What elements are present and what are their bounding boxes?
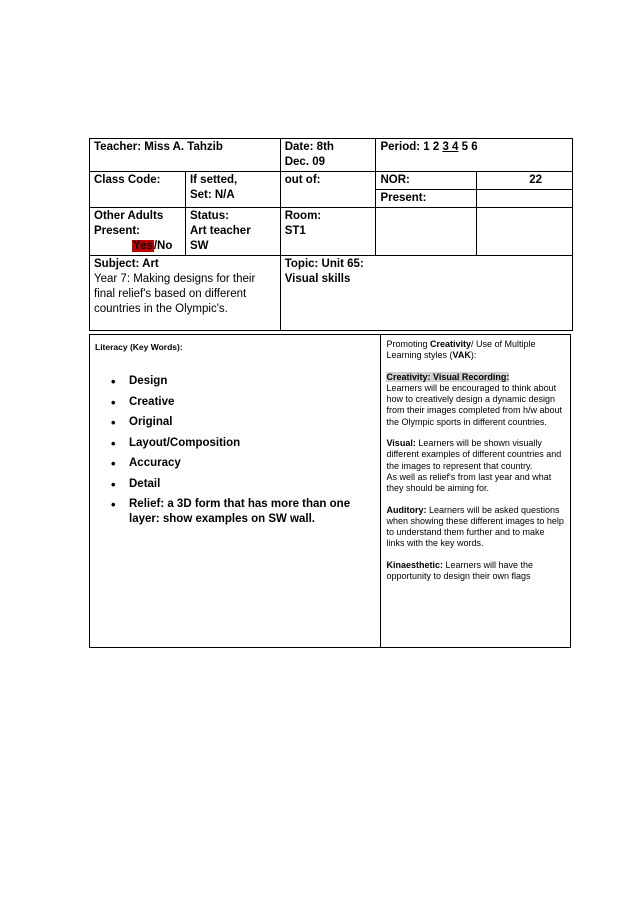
date-cell: Date: 8th Dec. 09 (280, 139, 376, 172)
yes-highlight: Yes (133, 240, 153, 252)
room-cell: Room: ST1 (280, 208, 376, 256)
topic-cell: Topic: Unit 65: Visual skills (280, 256, 572, 331)
status-cell: Status: Art teacher SW (185, 208, 280, 256)
present-value-cell (477, 190, 573, 208)
keyword-item: • Relief: a 3D form that has more than one layer: show examples on SW wall. (111, 497, 375, 527)
promoting-intro: Promoting Creativity/ Use of Multiple Learning styles (VAK): (386, 339, 536, 361)
literacy-cell (90, 335, 381, 648)
subject-cell: Subject: Art Year 7: Making designs for their final relief's based on different countries in the Olympic's. (90, 256, 281, 331)
lesson-details-table (89, 334, 571, 648)
nor-value-cell: 22 (477, 172, 573, 190)
keyword-item: • Accuracy (111, 456, 375, 471)
out-of-cell: out of: (280, 172, 376, 208)
keyword-item: • Original (111, 415, 375, 430)
other-adults-cell: Other Adults Present: Yes/No (90, 208, 186, 256)
literacy-title: Literacy (Key Words): (95, 342, 183, 352)
keyword-item: • Design (111, 374, 375, 389)
kinaesthetic-paragraph: Kinaesthetic: Learners will have the opportunity to design their own flags (386, 559, 534, 582)
promoting-cell (381, 335, 571, 648)
teacher-cell: Teacher: Miss A. Tahzib (90, 139, 281, 172)
creativity-paragraph: Creativity: Visual Recording: Learners will be encouraged to think about how to creatively design a dynamic design from their images completed from h/w about the Olympic sports in different countries. (386, 371, 563, 427)
lesson-header-table (89, 138, 573, 331)
class-code-cell: Class Code: (90, 172, 186, 208)
empty-cell-b (477, 208, 573, 256)
keyword-item: • Detail (111, 477, 375, 492)
keyword-item: • Layout/Composition (111, 436, 375, 451)
keyword-item: • Creative (111, 395, 375, 410)
keyword-list (111, 374, 375, 527)
empty-cell-a (376, 208, 477, 256)
auditory-paragraph: Auditory: Learners will be asked questions when showing these different images to help to understand them further and to make links with the key words. (386, 504, 564, 549)
present-label-cell: Present: (376, 190, 477, 208)
visual-paragraph: Visual: Learners will be shown visually different examples of different countries and the images to represent that country. As well as relief's from last year and what they should be aiming for. (386, 438, 562, 494)
set-cell: If setted, Set: N/A (185, 172, 280, 208)
nor-label-cell: NOR: (376, 172, 477, 190)
period-cell: Period: 1 2 3 4 5 6 (376, 139, 573, 172)
